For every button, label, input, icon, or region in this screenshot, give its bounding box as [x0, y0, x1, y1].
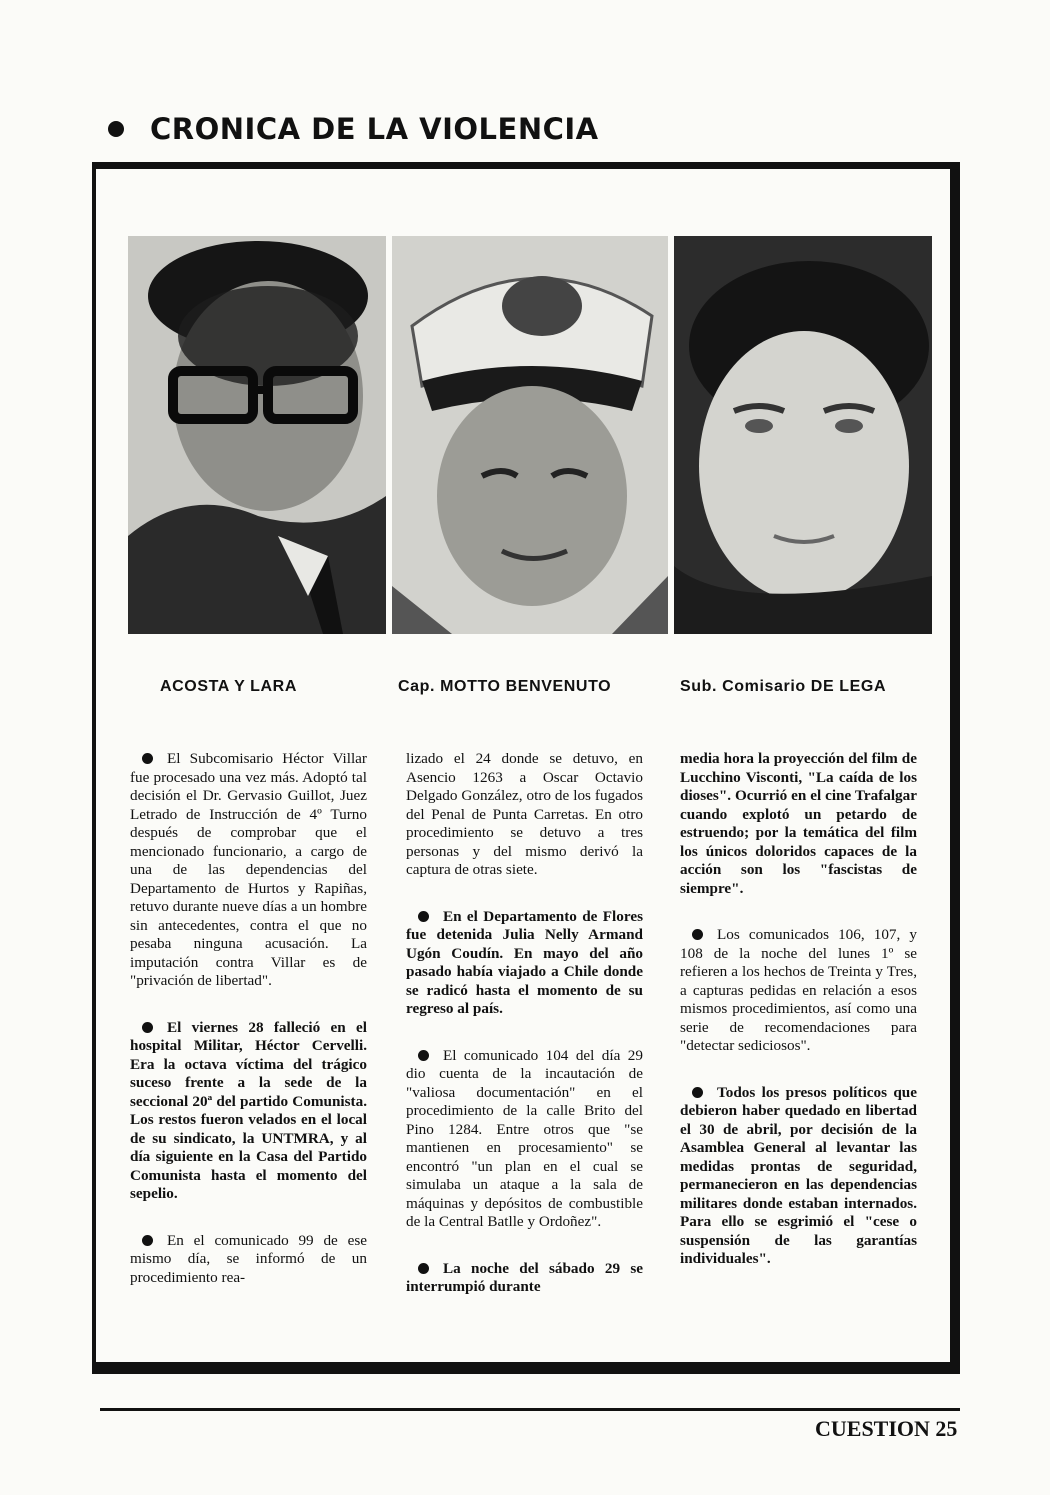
- news-text: El Subcomisario Héctor Villar fue procesado una vez más. Adoptó tal decisión el Dr. Gervasio Guillot, Juez Letrado de Instrucción de 4º Turno después de comprobar que el mencionado funcionario, a cargo de una de las dependencias del Departamento de Hurtos y Rapiñas, retuvo durante nueve días a un hombre sin antecedentes, contra el que no pesaba ninguna acusación. La imputación contra Villar es de "privación de libertad".: [130, 750, 367, 989]
- news-item: [680, 1084, 917, 1269]
- news-text: La noche del sábado 29 se interrumpió durante: [406, 1259, 643, 1295]
- article-column-1: [130, 750, 367, 1315]
- section-header: [108, 112, 599, 146]
- section-title: CRONICA DE LA VIOLENCIA: [150, 112, 599, 146]
- news-text: El viernes 28 falleció en el hospital Militar, Héctor Cervelli. Era la octava víctima del trágico suceso frente a la sede de la seccional 20ª del partido Comunista. Los restos fueron velados en el local de su sindicato, la UNTMRA, y al día siguiente en la Casa del Partido Comunista hasta el momento del sepelio.: [130, 1018, 367, 1202]
- bullet-icon: [692, 929, 703, 940]
- news-text: El comunicado 104 del día 29 dio cuenta de la incautación de "valiosa documentación" en el procedimiento de la calle Brito del Pino 1284. Entre otros que "se mantienen en procesamiento" se encontró "un plan en el cual se simulaba un ataque a la sala de máquinas y depósitos de combustible de la Central Batlle y Ordoñez".: [406, 1046, 643, 1230]
- bullet-icon: [108, 121, 124, 137]
- photo-de-lega: [674, 236, 932, 634]
- photo-motto-benvenuto: [392, 236, 668, 634]
- page-footer: [815, 1416, 957, 1442]
- bullet-icon: [418, 1263, 429, 1274]
- news-item: [406, 750, 643, 880]
- article-column-2: [406, 750, 643, 1325]
- bullet-icon: [418, 1050, 429, 1061]
- caption-motto-benvenuto: Cap. MOTTO BENVENUTO: [398, 678, 612, 695]
- bullet-icon: [142, 1235, 153, 1246]
- news-text: media hora la proyección del film de Lucchino Visconti, "La caída de los dioses". Ocurrió en el cine Trafalgar cuando explotó un petardo de estruendo; por la temática del film los únicos doloridos capaces de la acción son los "fascistas de siempre".: [680, 750, 917, 897]
- news-text: lizado el 24 donde se detuvo, en Asencio 1263 a Oscar Octavio Delgado González, otro de los fugados del Penal de Punta Carretas. En otro procedimiento se detuvo a tres personas y del mismo derivó la captura de otras siete.: [406, 750, 643, 878]
- magazine-name: CUESTION: [815, 1416, 930, 1441]
- caption-acosta-y-lara: ACOSTA Y LARA: [160, 678, 297, 695]
- bullet-icon: [418, 911, 429, 922]
- news-item: [680, 926, 917, 1056]
- news-item: [680, 750, 917, 898]
- news-item: [130, 750, 367, 991]
- news-text: En el Departamento de Flores fue detenida Julia Nelly Armand Ugón Coudín. En mayo del año pasado había viajado a Chile donde se radicó hasta el momento de su regreso al país.: [406, 907, 643, 1017]
- news-item: [130, 1232, 367, 1288]
- news-text: Los comunicados 106, 107, y 108 de la noche del lunes 1º se refieren a los hechos de Treinta y Tres, a capturas pedidas en relación a esos mismos procedimientos, así como una serie de recomendaciones para "detectar sediciosos".: [680, 926, 917, 1054]
- caption-de-lega: Sub. Comisario DE LEGA: [680, 678, 887, 695]
- news-item: [406, 908, 643, 1019]
- news-item: [130, 1019, 367, 1204]
- bullet-icon: [142, 1022, 153, 1033]
- footer-rule: [100, 1408, 960, 1411]
- page-number: 25: [935, 1416, 958, 1441]
- news-text: En el comunicado 99 de ese mismo día, se informó de un procedimiento rea-: [130, 1231, 367, 1286]
- photo-acosta-y-lara: [128, 236, 386, 634]
- bullet-icon: [692, 1087, 703, 1098]
- article-column-3: [680, 750, 917, 1297]
- news-text: Todos los presos políticos que debieron haber quedado en libertad el 30 de abril, por decisión de la Asamblea General al levantar las medidas prontas de seguridad, permanecieron en las dependencias militares donde estaban internados. Para ello se esgrimió el "cese o suspensión de las garantías individuales".: [680, 1083, 917, 1267]
- bullet-icon: [142, 753, 153, 764]
- news-item: [406, 1260, 643, 1297]
- news-item: [406, 1047, 643, 1232]
